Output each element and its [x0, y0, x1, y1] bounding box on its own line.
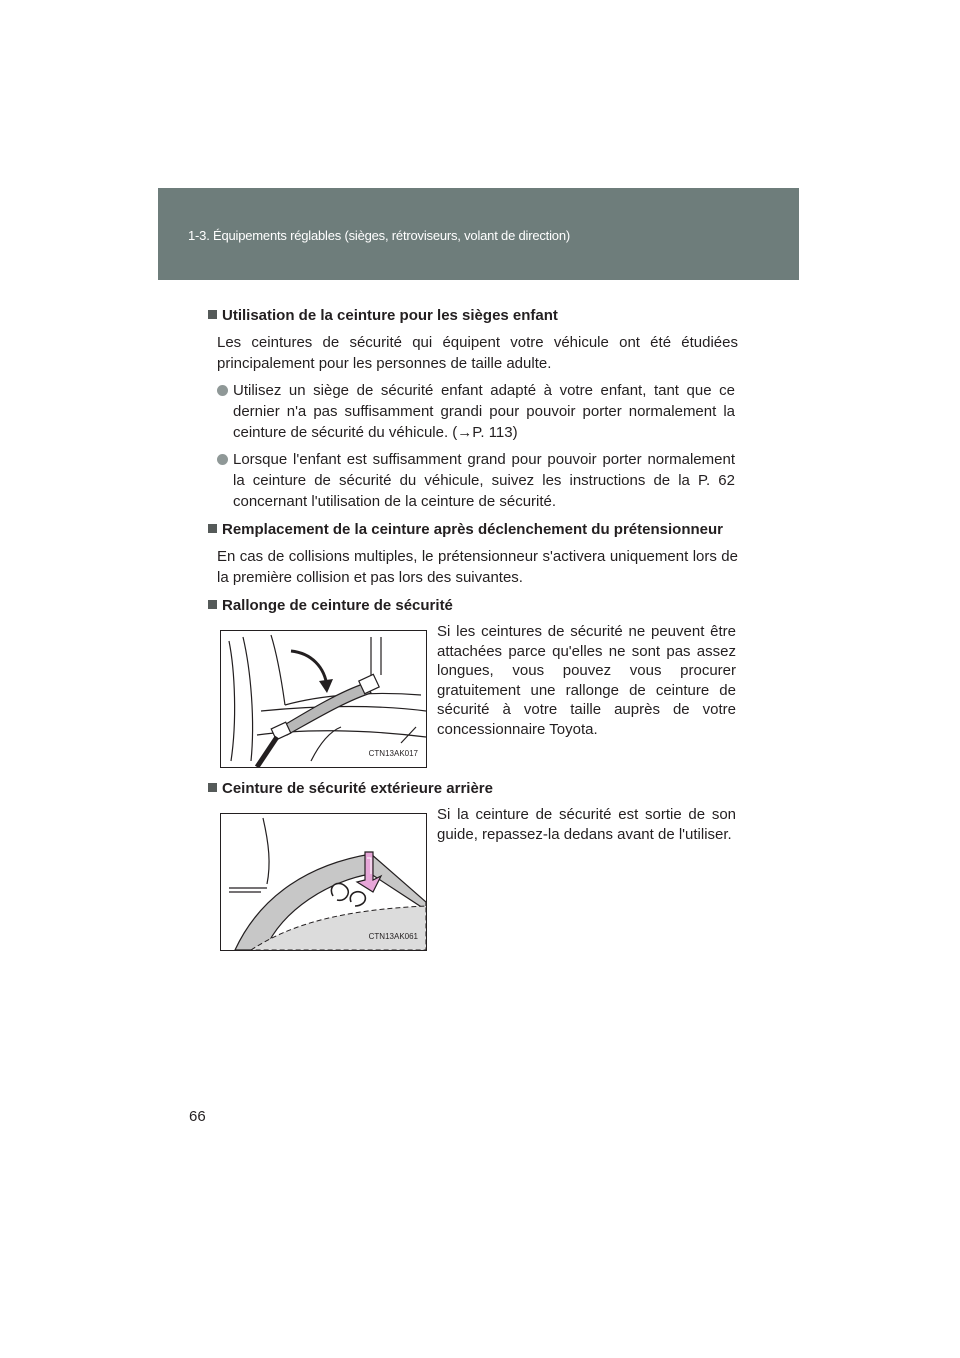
- section-heading: Remplacement de la ceinture après déclenchement du prétensionneur: [208, 519, 738, 540]
- belt-extender-illustration: [220, 630, 427, 768]
- bullet-item: Utilisez un siège de sécurité enfant adapté à votre enfant, tant que ce dernier n'a pas suffisamment grandi pour pouvoir porter normalement la ceinture de sécurité du véhicule. (→P. 113): [217, 380, 735, 443]
- bullet-dot-icon: [217, 385, 228, 396]
- section-belt-extender: [208, 595, 738, 772]
- page-content: [208, 305, 738, 955]
- figure-code: CTN13AK061: [368, 932, 418, 941]
- heading-square-icon: [208, 600, 217, 609]
- heading-square-icon: [208, 310, 217, 319]
- section-heading: Ceinture de sécurité extérieure arrière: [208, 778, 738, 799]
- section-rear-outer-belt: [208, 778, 738, 955]
- heading-square-icon: [208, 524, 217, 533]
- figure-description: Si la ceinture de sécurité est sortie de son guide, repassez-la dedans avant de l'utiliser.: [437, 806, 736, 843]
- figure-description: Si les ceintures de sécurité ne peuvent être attachées parce qu'elles ne sont pas assez longues, vous pouvez vous procurer gratuitement une rallonge de ceinture de sécurité à votre taille auprès de votre concessionnaire Toyota.: [437, 623, 736, 738]
- heading-square-icon: [208, 783, 217, 792]
- page-number: 66: [189, 1108, 206, 1125]
- chapter-header-band: [158, 188, 799, 280]
- section-paragraph: Les ceintures de sécurité qui équipent votre véhicule ont été étudiées principalement pour les personnes de taille adulte.: [217, 334, 738, 372]
- figure-row: [208, 805, 738, 955]
- bullet-item: Lorsque l'enfant est suffisamment grand pour pouvoir porter normalement la ceinture de sécurité du véhicule, suivez les instructions de la P. 62 concernant l'utilisation de la ceinture de sécurité.: [217, 449, 735, 512]
- section-pretensioner: [208, 519, 738, 588]
- figure-code: CTN13AK017: [368, 749, 418, 758]
- section-child-seats: [208, 305, 738, 512]
- bullet-dot-icon: [217, 454, 228, 465]
- rear-belt-guide-illustration: [220, 813, 427, 951]
- chapter-title: 1-3. Équipements réglables (sièges, rétroviseurs, volant de direction): [188, 228, 570, 243]
- section-paragraph: En cas de collisions multiples, le prétensionneur s'activera uniquement lors de la première collision et pas lors des suivantes.: [217, 548, 738, 586]
- section-heading: Utilisation de la ceinture pour les sièges enfant: [208, 305, 738, 326]
- section-heading: Rallonge de ceinture de sécurité: [208, 595, 738, 616]
- figure-row: [208, 622, 738, 772]
